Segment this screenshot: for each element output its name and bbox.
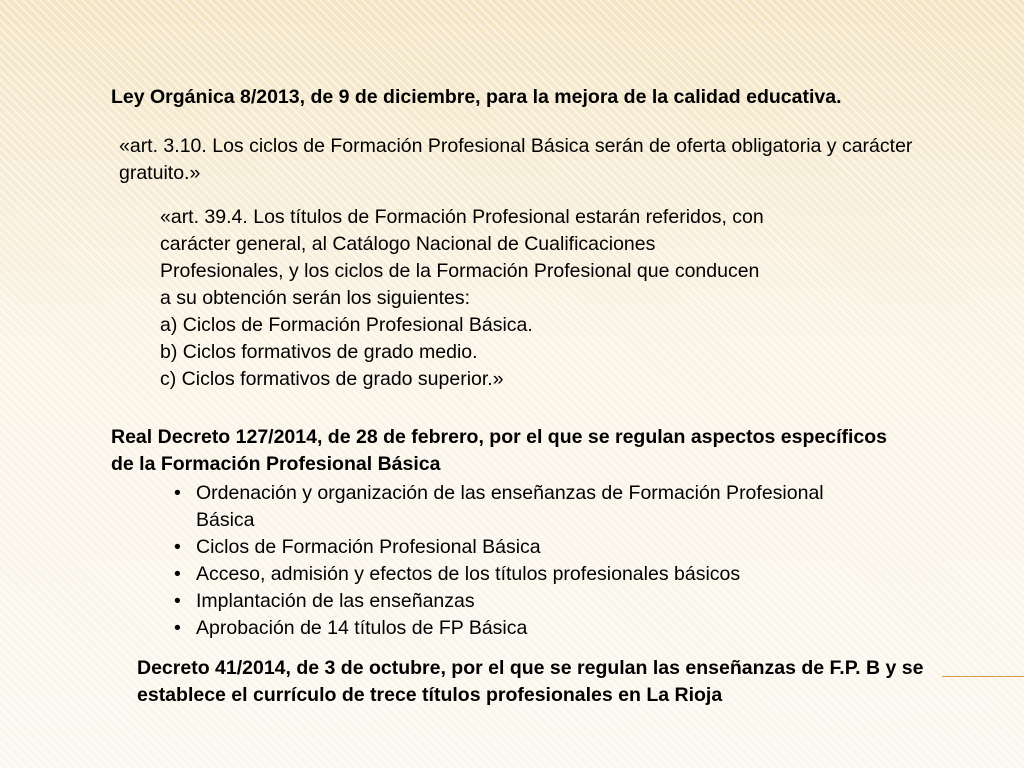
art-39-4-line: Profesionales, y los ciclos de la Formación Profesional que conducen: [160, 260, 760, 282]
list-item: • Aprobación de 14 títulos de FP Básica: [172, 615, 852, 642]
list-item: • Acceso, admisión y efectos de los títulos profesionales básicos: [172, 561, 852, 588]
art-39-4-line: «art. 39.4. Los títulos de Formación Profesional estarán referidos, con: [160, 206, 764, 228]
art-39-4-line: a) Ciclos de Formación Profesional Básica.: [160, 314, 533, 336]
real-decreto-title: Real Decreto 127/2014, de 28 de febrero, por el que se regulan aspectos específicos de la Formación Profesional Básica: [111, 426, 888, 475]
art-39-4-line: c) Ciclos formativos de grado superior.»: [160, 368, 504, 390]
list-item: • Ciclos de Formación Profesional Básica: [172, 534, 852, 561]
list-item: • Ordenación y organización de las enseñanzas de Formación Profesional Básica: [172, 480, 852, 534]
decreto-title: Decreto 41/2014, de 3 de octubre, por el que se regulan las enseñanzas de F.P. B y se establece el currículo de trece títulos profesionales en La Rioja: [137, 657, 924, 706]
ley-organica-title: Ley Orgánica 8/2013, de 9 de diciembre, para la mejora de la calidad educativa.: [111, 86, 842, 108]
art-3-10-quote: «art. 3.10. Los ciclos de Formación Profesional Básica serán de oferta obligatoria y carácter gratuito.»: [119, 135, 913, 184]
art-39-4-line: a su obtención serán los siguientes:: [160, 287, 471, 309]
art-39-4-line: carácter general, al Catálogo Nacional de Cualificaciones: [160, 233, 656, 255]
art-39-4-quote: [160, 204, 880, 393]
list-item: • Implantación de las enseñanzas: [172, 588, 852, 615]
art-39-4-line: b) Ciclos formativos de grado medio.: [160, 341, 478, 363]
real-decreto-list: [172, 480, 852, 642]
